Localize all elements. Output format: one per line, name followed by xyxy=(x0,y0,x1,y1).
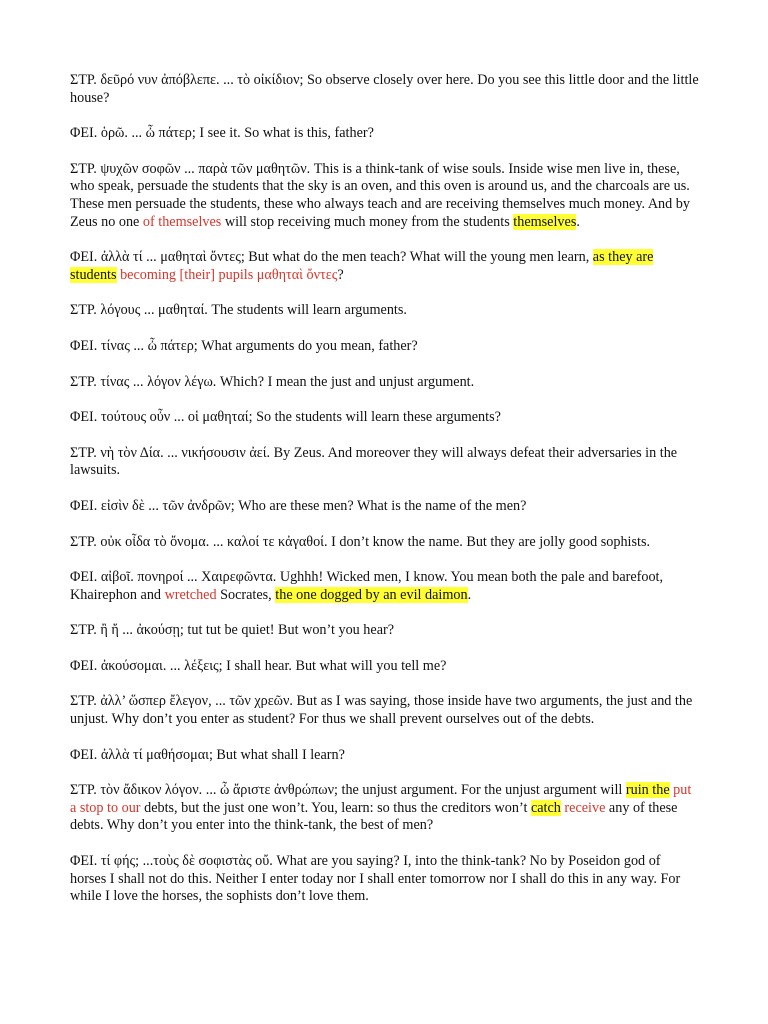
inserted-red-text: put a stop to our xyxy=(70,782,692,816)
dialogue-paragraph xyxy=(70,782,700,835)
text-run: any of these debts. Why don’t you enter into the think-tank, the best of men? xyxy=(70,799,678,834)
text-run: ΣΤΡ. τὸν ἄδικον λόγον. ... ὦ ἄριστε ἀνθρώπων; the unjust argument. For the unjust argument will xyxy=(70,782,626,799)
dialogue-paragraph xyxy=(70,409,700,427)
text-run: . xyxy=(576,213,580,230)
dialogue-paragraph xyxy=(70,445,700,480)
text-run: will stop receiving much money from the students xyxy=(221,213,514,230)
dialogue-paragraph xyxy=(70,302,700,320)
text-run: ΦΕΙ. ἀλλὰ τί ... μαθηταὶ ὄντες; But what do the men teach? What will the young men learn, xyxy=(70,249,593,266)
text-run: ΣΤΡ. νὴ τὸν Δία. ... νικήσουσιν ἀεί. By Zeus. And moreover they will always defeat their adversaries in the lawsuits. xyxy=(70,444,678,479)
text-run: ΦΕΙ. ἀκούσομαι. ... λέξεις; I shall hear. But what will you tell me? xyxy=(70,657,447,674)
text-run: ΦΕΙ. εἰσὶν δὲ ... τῶν ἀνδρῶν; Who are these men? What is the name of the men? xyxy=(70,497,527,514)
text-run: ΦΕΙ. ὁρῶ. ... ὦ πάτερ; I see it. So what is this, father? xyxy=(70,125,374,142)
text-run: ΣΤΡ. οὐκ οἶδα τὸ ὄνομα. ... καλοί τε κἀγαθοί. I don’t know the name. But they are jolly good sophists. xyxy=(70,533,651,550)
text-run: . xyxy=(467,586,472,603)
dialogue-paragraph xyxy=(70,622,700,640)
dialogue-paragraph xyxy=(70,72,700,107)
document-page xyxy=(70,72,700,924)
dialogue-paragraph xyxy=(70,338,700,356)
dialogue-paragraph xyxy=(70,569,700,604)
dialogue-paragraph xyxy=(70,498,700,516)
dialogue-paragraph xyxy=(70,693,700,728)
text-run: ΦΕΙ. ἀλλὰ τί μαθήσομαι; But what shall I learn? xyxy=(70,746,345,763)
dialogue-paragraph xyxy=(70,249,700,284)
text-run: ΦΕΙ. τίνας ... ὦ πάτερ; What arguments do you mean, father? xyxy=(70,337,418,354)
dialogue-paragraph xyxy=(70,747,700,765)
text-run: Socrates, xyxy=(216,586,276,603)
highlighted-text: catch xyxy=(530,799,561,816)
dialogue-paragraph xyxy=(70,853,700,906)
text-run: ? xyxy=(337,266,344,283)
text-run: ΣΤΡ. λόγους ... μαθηταί. The students will learn arguments. xyxy=(70,302,407,319)
dialogue-paragraph xyxy=(70,161,700,231)
text-run: ΦΕΙ. τούτους οὖν ... οἱ μαθηταί; So the students will learn these arguments? xyxy=(70,409,501,426)
dialogue-paragraph xyxy=(70,658,700,676)
dialogue-paragraph xyxy=(70,374,700,392)
text-run: ΦΕΙ. αἰβοῖ. πονηροί ... Χαιρεφῶντα. Ughhh! Wicked men, I know. You mean both the pale and barefoot, Khairephon and xyxy=(70,569,664,603)
text-run: ΣΤΡ. ἢ ἤ ... ἀκούσῃ; tut tut be quiet! But won’t you hear? xyxy=(70,622,395,639)
highlighted-text: ruin the xyxy=(625,782,670,799)
inserted-red-text: receive xyxy=(564,799,606,816)
text-run: ΦΕΙ. τί φής; ...τοὺς δὲ σοφιστὰς οὔ. What are you saying? I, into the think-tank? No by Poseidon god of horses I shall not do this. Neither I enter today nor I shall enter tomorrow nor I shall do this in any way. For while I love the horses, the sophists don’t love them. xyxy=(70,853,681,905)
text-run: ΣΤΡ. ἀλλ’ ὥσπερ ἔλεγον, ... τῶν χρεῶν. But as I was saying, those inside have two arguments, the just and the unjust. Why don’t you enter as student? For thus we shall prevent ourselves out of the debts. xyxy=(70,693,693,728)
inserted-red-text: wretched xyxy=(164,586,217,603)
highlighted-text: as they are students xyxy=(70,249,654,283)
text-run: ΣΤΡ. ψυχῶν σοφῶν ... παρὰ τῶν μαθητῶν. This is a think-tank of wise souls. Inside wise men live in, these, who speak, persuade the students that the sky is an oven, and this oven is around us, and the charcoals are us. These men persuade the students, these who always teach and are receiving themselves much money. And by Zeus no one xyxy=(70,160,690,230)
inserted-red-text: becoming [their] pupils μαθηταὶ ὄντες xyxy=(120,266,338,283)
highlighted-text: the one dogged by an evil daimon xyxy=(275,586,468,603)
dialogue-paragraph xyxy=(70,125,700,143)
highlighted-text: themselves xyxy=(513,213,577,230)
text-run: debts, but the just one won’t. You, learn: so thus the creditors won’t xyxy=(140,799,531,816)
text-run: ΣΤΡ. δεῦρό νυν ἀπόβλεπε. ... τὸ οἰκίδιον; So observe closely over here. Do you see this little door and the little house? xyxy=(70,72,699,106)
inserted-red-text: of themselves xyxy=(142,213,222,230)
dialogue-paragraph xyxy=(70,534,700,552)
text-run: ΣΤΡ. τίνας ... λόγον λέγω. Which? I mean the just and unjust argument. xyxy=(70,373,475,390)
